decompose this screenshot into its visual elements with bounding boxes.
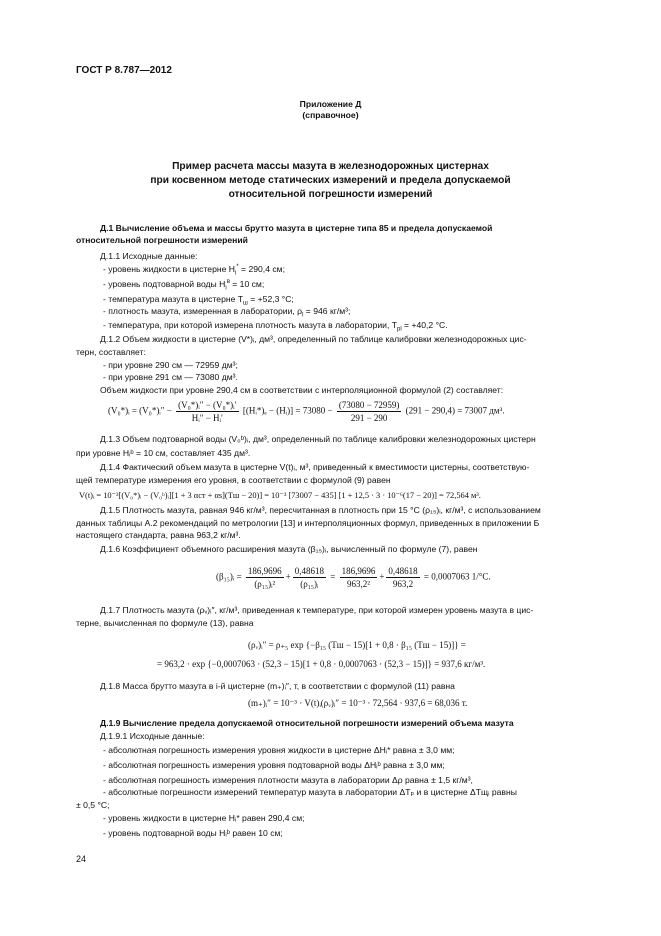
eq3-den-1: (ρ₁₅)ᵢ² <box>254 579 276 589</box>
section-heading-d1: Д.1 Вычисление объема и массы брутто мазута в цистерне типа 85 и предела допускаемой <box>100 223 493 233</box>
bullet-value: = 290,4 см; <box>238 264 285 274</box>
bullet-density: - плотность мазута, измеренная в лаборатории, $\rho_l = 946$ кг/м³; <box>103 306 351 319</box>
equation-actual-volume: V(t)ᵢ = 10⁻³[(V₀*)ᵢ − (V₀ᵇ)ᵢ][1 + 3 αст + αs](Tш − 20)] = 10⁻³ [73007 − 435] [1 + 12,5 · 3 · 10⁻⁶(17 − 20)] = 72,564 м³. <box>79 491 481 500</box>
title-line-2: при косвенном методе статических измерений и предела допускаемой <box>150 175 511 186</box>
section-heading-d19: Д.1.9 Вычисление предела допускаемой относительной погрешности измерений объема мазута <box>100 718 514 728</box>
equation-interpolation <box>108 399 505 424</box>
eq3-den-2: (ρ₁₅)ᵢ <box>300 579 319 589</box>
para-d114-cont: щей температуре измерения его уровня, в соответствии с формулой (9) равен <box>76 475 391 485</box>
section-heading-d1-cont: относительной погрешности измерений <box>76 235 248 245</box>
appendix-kind: (справочное) <box>302 110 359 120</box>
eq3-rhs: = 0,0007063 1/°C. <box>423 571 491 582</box>
bullet-lab-temperature: - температура, при которой измерена плотность мазута в лаборатории, $T_{pl} = +40,2$ °C. <box>103 320 448 333</box>
eq3-lhs: (β₁₅)ᵢ = <box>216 571 242 582</box>
bullet-value: = 10 см; <box>229 279 265 289</box>
eq3-num-3: 186,9696 <box>341 566 376 576</box>
equation-density-line-2: = 963,2 · exp {−0,0007063 · (52,3 − 15)[1 + 0,8 · 0,0007063 · (52,3 − 15)]} = 937,6 кг/м³. <box>157 659 486 669</box>
title-line-1: Пример расчета массы мазута в железнодорожных цистернах <box>172 161 489 172</box>
para-d113: Д.1.3 Объем подтоварной воды (V₀ᵇ)ᵢ, дм³, определенный по таблице калибровки железнодорожных цистерн <box>100 434 536 444</box>
para-d112-cont: терн, составляет: <box>76 347 146 357</box>
bullet-water-level-value: - уровень подтоварной воды Hᵢᵇ равен 10 см; <box>103 828 283 838</box>
bullet-level-error: - абсолютная погрешность измерения уровня жидкости в цистерне ΔHᵢ* равна ± 3,0 мм; <box>103 745 455 755</box>
para-d117-cont: терне, вычисленная по формуле (13), равна <box>76 618 254 628</box>
bullet-water-level: - уровень подтоварной воды $H_i^в = 10$ см; <box>103 279 265 292</box>
bullet-value: = +52,3 °C; <box>247 294 294 304</box>
bullet-temperature-error: - абсолютные погрешности измерений температур мазута в лаборатории ΔTₚ и в цистерне ΔTщᵢ равны <box>103 787 517 797</box>
eq1-denominator: Hᵢ″ − Hᵢ′ <box>191 413 223 423</box>
equation-density-line-1: (ρᵥ)ᵢ″ = ρ₊₅ exp {−β₁₅ (Tш − 15)[1 + 0,8 · β₁₅ (Tш − 15)]} = <box>248 640 466 650</box>
bullet-290: - при уровне 290 см — 72959 дм³; <box>103 360 238 370</box>
equation-gross-mass: (m₊)ᵢ″ = 10⁻³ · V(t)ᵢ(ρᵥ)ᵢ″ = 10⁻³ · 72,564 · 937,6 = 68,036 т. <box>248 698 468 708</box>
document-id: ГОСТ Р 8.787—2012 <box>76 65 172 76</box>
bullet-density-error: - абсолютная погрешность измерения плотности мазута в лаборатории Δρ равна ± 1,5 кг/м³, <box>103 775 473 785</box>
para-d115-cont-2: настоящего стандарта, равна 963,2 кг/м³. <box>76 530 241 540</box>
eq1-lhs: (V₀*)ᵢ = (V₀*)ᵢ″ − <box>108 405 172 416</box>
para-d191: Д.1.9.1 Исходные данные: <box>100 731 205 741</box>
eq3-num-4: 0,48618 <box>388 566 418 576</box>
eq1-rhs: (291 − 290,4) = 73007 дм³. <box>405 405 505 416</box>
eq3-num-1: 186,9696 <box>247 566 282 576</box>
para-d115-cont-1: данных таблицы А.2 рекомендаций по метрологии [13] и интерполяционных формул, приведенных в приложении Б <box>76 518 540 528</box>
para-d118: Д.1.8 Масса брутто мазута в i-й цистерне (m₊)ᵢ″, т, в соответствии с формулой (11) равна <box>100 681 455 691</box>
bullet-text: - плотность мазута, измеренная в лаборатории, ρ <box>103 306 303 316</box>
para-d112: Д.1.2 Объем жидкости в цистерне (V*)ᵢ, дм³, определенный по таблице калибровки железнодорожных цис- <box>100 334 527 344</box>
para-d116: Д.1.6 Коэффициент объемного расширения мазута (β₁₅)ᵢ, вычисленный по формуле (7), равен <box>100 544 478 554</box>
bullet-text: - уровень подтоварной воды H <box>103 279 226 289</box>
bullet-text: - уровень жидкости в цистерне H <box>103 264 235 274</box>
bullet-temperature: - температура мазута в цистерне $T_ш = +52,3$ °C; <box>103 294 294 307</box>
para-d117: Д.1.7 Плотность мазута (ρᵥ)ᵢ″, кг/м³, приведенная к температуре, при которой измерен уровень мазута в цис- <box>100 605 534 615</box>
eq3-num-2: 0,48618 <box>294 566 324 576</box>
bullet-text: - температура мазута в цистерне T <box>103 294 244 304</box>
eq1-numerator-2: (73080 − 72959) <box>338 400 400 410</box>
bullet-liquid-level: - уровень жидкости в цистерне $H_i^* = 290,4$ см; <box>103 264 285 277</box>
eq3-den-4: 963,2 <box>392 579 414 589</box>
bullet-value: = 946 кг/м³; <box>303 306 351 316</box>
para-d114: Д.1.4 Фактический объем мазута в цистерне V(t)ᵢ, м³, приведенный к вместимости цистерны, соответствую- <box>100 462 530 472</box>
eq3-den-3: 963,2² <box>346 579 370 589</box>
bullet-text: - температура, при которой измерена плотность мазута в лаборатории, T <box>103 320 397 330</box>
title-line-3: относительной погрешности измерений <box>228 189 433 200</box>
para-d111: Д.1.1 Исходные данные: <box>100 251 198 261</box>
bullet-water-level-error: - абсолютная погрешность измерения уровня подтоварной воды ΔHᵢᵇ равна ± 3,0 мм; <box>103 760 445 770</box>
bullet-value: = +40,2 °C. <box>401 320 448 330</box>
bullet-291: - при уровне 291 см — 73080 дм³. <box>103 372 238 382</box>
equation-expansion-coefficient: (β₁₅)ᵢ = $\frac{186,9696}{\text{(ρ₁₅)ᵢ²}}$ + $\frac{0,48618}{\text{(ρ₁₅)ᵢ}}$ = $\frac{186,9696}{\text{963,2²}}$ + $\frac{0,48618}{963,2}$ = 0,0007063 1/°C. <box>216 566 491 589</box>
eq1-denominator-2: 291 − 290 <box>350 413 388 423</box>
bullet-liquid-level-value: - уровень жидкости в цистерне Hᵢ* равен 290,4 см; <box>103 813 305 823</box>
page-number: 24 <box>76 854 87 864</box>
para-d115: Д.1.5 Плотность мазута, равная 946 кг/м³, пересчитанная в плотность при 15 °C (ρ₁₅)ᵢ, кг/м³, с использованием <box>100 505 541 515</box>
appendix-label: Приложение Д <box>299 99 362 109</box>
eq1-numerator: (V₀*)ᵢ″ − (V₀*)ᵢ′ <box>178 400 237 410</box>
eq1-mid: [(Hᵢ*)ₑ − (Hᵢ)] = 73080 − <box>242 405 333 416</box>
bullet-temperature-error-cont: ± 0,5 °C; <box>76 800 110 810</box>
para-d112-interp: Объем жидкости при уровне 290,4 см в соответствии с интерполяционной формулой (2) составляет: <box>100 385 504 395</box>
para-d113-cont: при уровне Hᵢᵇ = 10 см, составляет 435 дм³. <box>76 448 251 458</box>
